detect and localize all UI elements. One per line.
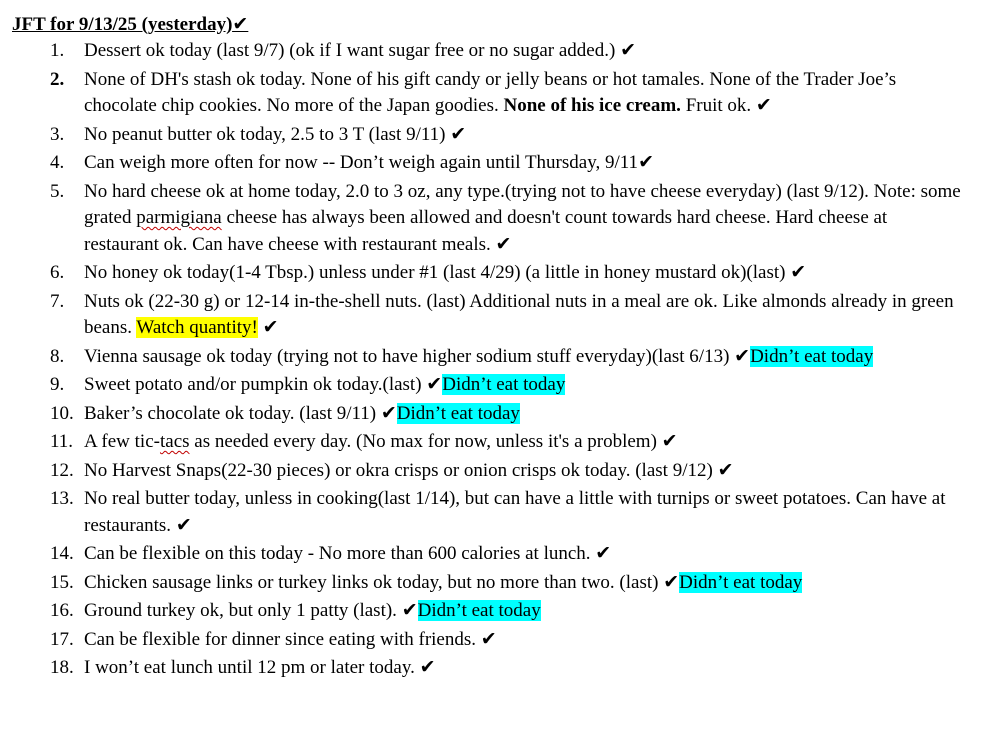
check-mark-icon: ✔: [495, 233, 512, 255]
item-text: cheese has always been allowed and doesn't count towards hard cheese. Hard cheese at restaurant ok. Can have cheese with restaurant meals.: [84, 207, 888, 255]
item-text: No real butter today, unless in cooking(last 1/14), but can have a little with turnips or sweet potatoes. Can have at restaurants.: [84, 488, 946, 536]
item-number: 12.: [50, 459, 74, 481]
list-item: [12, 260, 965, 287]
list-item: [12, 541, 965, 568]
item-number: 17.: [50, 628, 74, 650]
item-text: No hard cheese ok at home today, 2.0 to 3 oz, any type.(trying not to have cheese everyday) (last 9/12). Note: some grated: [84, 180, 961, 228]
item-number: 4.: [50, 152, 65, 173]
item-text: Fruit ok.: [680, 95, 756, 116]
list-item: [12, 655, 965, 682]
check-mark-icon: ✔: [232, 14, 249, 35]
item-number: 14.: [50, 543, 74, 564]
item-text: Nuts ok (22-30 g) or 12-14 in-the-shell nuts. (last) Additional nuts in a meal are ok. Like almonds already in green beans.: [84, 290, 954, 338]
list-item: [12, 150, 965, 177]
item-number: 2.: [50, 68, 65, 90]
item-number: 8.: [50, 345, 65, 367]
item-number: 13.: [50, 488, 74, 509]
list-item: [12, 67, 965, 120]
item-text-bold: None of his ice cream.: [503, 95, 681, 116]
highlight-cyan: Didn’t eat today: [442, 374, 566, 395]
item-number: 11.: [50, 431, 74, 452]
document-title: [12, 12, 965, 38]
item-text: Sweet potato and/or pumpkin ok today.(last): [84, 374, 427, 395]
list-item: [12, 458, 965, 485]
title-text: JFT for 9/13/25 (yesterday): [12, 14, 233, 35]
check-mark-icon: ✔: [401, 600, 418, 621]
highlight-cyan: Didn’t eat today: [417, 600, 541, 621]
check-mark-icon: ✔: [790, 262, 807, 283]
list-item: [12, 570, 965, 597]
check-mark-icon: ✔: [262, 317, 279, 338]
item-text: as needed every day. (No max for now, unless it's a problem): [189, 431, 662, 452]
check-mark-icon: ✔: [175, 514, 192, 536]
item-text: No Harvest Snaps(22-30 pieces) or okra crisps or onion crisps ok today. (last 9/12): [84, 459, 718, 481]
highlight-cyan: Didn’t eat today: [396, 402, 520, 424]
check-mark-icon: ✔: [426, 374, 443, 395]
list-item: [12, 401, 965, 428]
item-text: Baker’s chocolate ok today. (last 9/11): [84, 402, 381, 424]
item-number: 15.: [50, 571, 74, 593]
item-text: Chicken sausage links or turkey links ok today, but no more than two. (last): [84, 571, 664, 593]
item-number: 16.: [50, 600, 74, 621]
item-text: Can be flexible on this today - No more than 600 calories at lunch.: [84, 543, 596, 564]
jft-list: [12, 38, 965, 682]
item-number: 1.: [50, 40, 65, 61]
item-number: 6.: [50, 262, 65, 283]
check-mark-icon: ✔: [661, 431, 678, 452]
check-mark-icon: ✔: [755, 95, 772, 116]
check-mark-icon: ✔: [450, 123, 467, 145]
spellcheck-word: parmigiana: [136, 207, 222, 228]
check-mark-icon: ✔: [595, 543, 612, 564]
item-text: Can weigh more often for now -- Don’t weigh again until Thursday, 9/11: [84, 152, 639, 173]
highlight-cyan: Didn’t eat today: [750, 345, 874, 367]
item-text: I won’t eat lunch until 12 pm or later today.: [84, 657, 420, 678]
list-item: [12, 289, 965, 342]
item-number: 7.: [50, 290, 65, 312]
check-mark-icon: ✔: [663, 571, 680, 593]
list-item: [12, 627, 965, 654]
check-mark-icon: ✔: [419, 657, 436, 678]
check-mark-icon: ✔: [620, 40, 636, 61]
item-text: No peanut butter ok today, 2.5 to 3 T (last 9/11): [84, 123, 451, 145]
list-item: [12, 598, 965, 625]
item-text: Can be flexible for dinner since eating with friends.: [84, 628, 481, 650]
item-text: Vienna sausage ok today (trying not to have higher sodium stuff everyday)(last 6/13): [84, 345, 735, 367]
item-text: A few tic-: [84, 431, 160, 452]
item-number: 10.: [50, 402, 74, 424]
item-text: Ground turkey ok, but only 1 patty (last).: [84, 600, 402, 621]
item-text: No honey ok today(1-4 Tbsp.) unless under #1 (last 4/29) (a little in honey mustard ok)(last): [84, 262, 791, 283]
list-item: [12, 372, 965, 399]
check-mark-icon: ✔: [734, 345, 751, 367]
highlight-cyan: Didn’t eat today: [679, 571, 803, 593]
list-item: [12, 179, 965, 259]
check-mark-icon: ✔: [380, 402, 397, 424]
highlight-yellow: Watch quantity!: [136, 317, 258, 338]
list-item: [12, 429, 965, 456]
item-number: 9.: [50, 374, 65, 395]
item-text: Dessert ok today (last 9/7) (ok if I want sugar free or no sugar added.): [84, 40, 621, 61]
check-mark-icon: ✔: [638, 152, 654, 173]
item-number: 5.: [50, 180, 65, 202]
list-item: [12, 38, 965, 65]
spellcheck-word: tacs: [159, 431, 190, 452]
item-number: 3.: [50, 123, 65, 145]
check-mark-icon: ✔: [717, 459, 734, 481]
item-number: 18.: [50, 657, 74, 678]
list-item: [12, 344, 965, 371]
item-text: None of DH's stash ok today. None of his gift candy or jelly beans or hot tamales. None of the Trader Joe’s chocolate chip cookies. No more of the Japan goodies.: [84, 68, 897, 116]
list-item: [12, 486, 965, 539]
list-item: [12, 122, 965, 149]
check-mark-icon: ✔: [480, 628, 497, 650]
